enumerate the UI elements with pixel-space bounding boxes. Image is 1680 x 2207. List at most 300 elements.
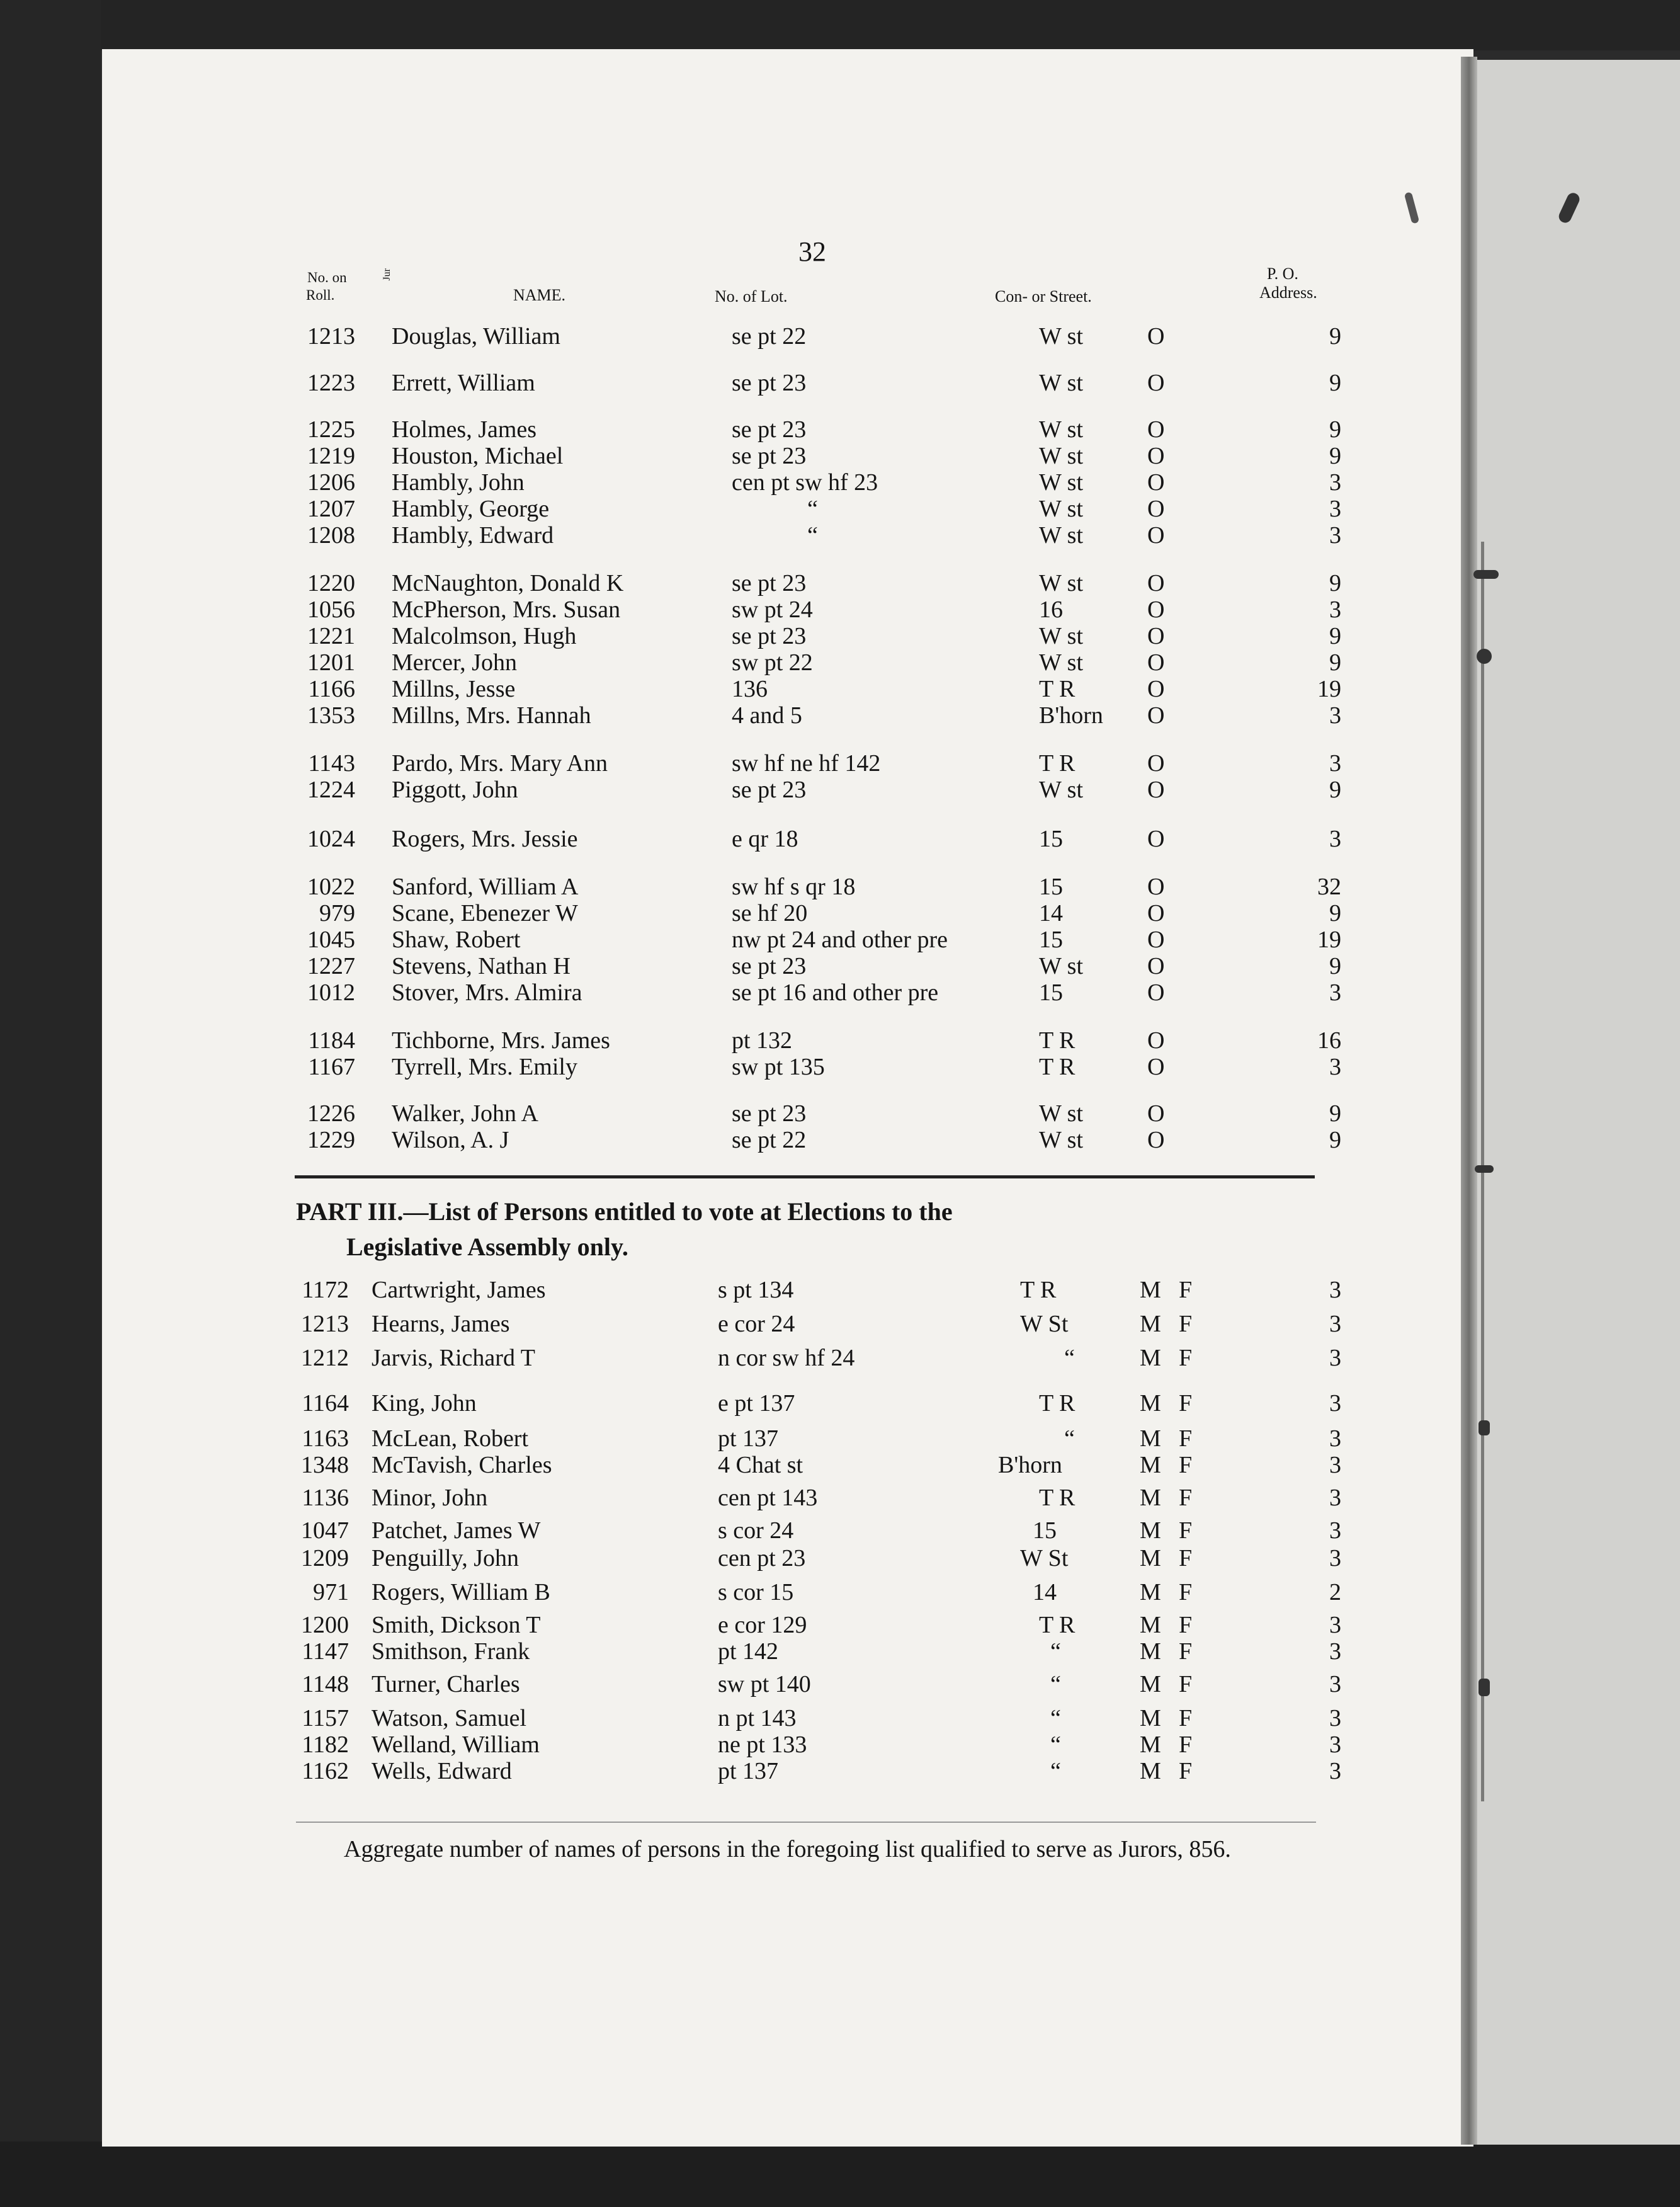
lot-number: sw pt 24: [732, 596, 813, 623]
voter-name: Sanford, William A: [392, 874, 579, 900]
po-address: 19: [1317, 676, 1341, 702]
po-address: 9: [1329, 649, 1341, 676]
street: W st: [1039, 496, 1084, 522]
qualification-m: M: [1140, 1390, 1161, 1417]
voter-name: Watson, Samuel: [372, 1705, 527, 1731]
voter-name: Patchet, James W: [372, 1517, 541, 1544]
voter-name: McPherson, Mrs. Susan: [392, 596, 621, 623]
po-address: 3: [1329, 1545, 1341, 1571]
voter-name: Tyrrell, Mrs. Emily: [392, 1054, 577, 1080]
po-address: 3: [1329, 1517, 1341, 1544]
street: W st: [1039, 416, 1084, 443]
street: B'horn: [998, 1452, 1062, 1478]
table-row: [0, 1310, 1680, 1338]
qualification-f: F: [1179, 1705, 1193, 1731]
po-address: 3: [1329, 1425, 1341, 1452]
roll-number: 1024: [307, 826, 355, 852]
roll-number: 1012: [307, 979, 355, 1006]
po-address: 9: [1329, 953, 1341, 979]
street: “: [1050, 1758, 1061, 1784]
po-address: 3: [1329, 496, 1341, 522]
po-address: 9: [1329, 323, 1341, 350]
street: W st: [1039, 649, 1084, 676]
roll-number: 1182: [302, 1731, 349, 1758]
roll-number: 971: [313, 1579, 349, 1605]
lot-number: cen pt 143: [718, 1485, 818, 1511]
roll-number: 1166: [308, 676, 355, 702]
voter-name: Smith, Dickson T: [372, 1612, 541, 1638]
voter-name: Holmes, James: [392, 416, 537, 443]
footer-rule: [296, 1822, 1316, 1823]
street: W st: [1039, 1100, 1084, 1127]
po-address: 3: [1329, 1345, 1341, 1371]
po-address: 3: [1329, 469, 1341, 496]
table-row: [0, 1638, 1680, 1665]
voter-name: King, John: [372, 1390, 477, 1417]
street: “: [1064, 1425, 1075, 1452]
table-row: [0, 899, 1680, 927]
table-row: [0, 1544, 1680, 1572]
voter-name: Piggott, John: [392, 777, 518, 803]
street: W st: [1039, 443, 1084, 469]
lot-number: “: [807, 496, 818, 522]
roll-number: 1056: [307, 596, 355, 623]
po-address: 3: [1329, 1054, 1341, 1080]
lot-number: sw pt 140: [718, 1671, 811, 1697]
po-address: 9: [1329, 370, 1341, 396]
lot-number: s cor 15: [718, 1579, 794, 1605]
roll-number: 1022: [307, 874, 355, 900]
qualification-f: F: [1179, 1452, 1193, 1478]
roll-number: 1136: [302, 1485, 349, 1511]
lot-number: se pt 23: [732, 443, 807, 469]
voter-name: Errett, William: [392, 370, 535, 396]
roll-number: 1045: [307, 927, 355, 953]
qualification-m: M: [1140, 1425, 1161, 1452]
lot-number: cen pt sw hf 23: [732, 469, 878, 496]
qualification: O: [1147, 953, 1165, 979]
part3-heading-line1: PART III.—List of Persons entitled to vote at Elections to the: [296, 1197, 953, 1226]
roll-number: 1172: [302, 1277, 349, 1303]
po-address: 3: [1329, 1452, 1341, 1478]
roll-number: 1219: [307, 443, 355, 469]
roll-number: 1206: [307, 469, 355, 496]
table-row: [0, 322, 1680, 350]
street: W st: [1039, 469, 1084, 496]
street: 15: [1039, 874, 1063, 900]
lot-number: se hf 20: [732, 900, 808, 927]
po-address: 3: [1329, 522, 1341, 549]
street: T R: [1039, 1390, 1076, 1417]
qualification-f: F: [1179, 1612, 1193, 1638]
header-roll-line1: No. on: [307, 270, 347, 285]
qualification-f: F: [1179, 1425, 1193, 1452]
street: W St: [1020, 1311, 1069, 1337]
street: W st: [1039, 777, 1084, 803]
street: W st: [1039, 570, 1084, 596]
qualification-f: F: [1179, 1638, 1193, 1665]
po-address: 9: [1329, 1100, 1341, 1127]
po-address: 3: [1329, 979, 1341, 1006]
voter-name: Rogers, Mrs. Jessie: [392, 826, 578, 852]
voter-name: Hambly, John: [392, 469, 525, 496]
voter-name: Pardo, Mrs. Mary Ann: [392, 750, 608, 777]
qualification: O: [1147, 874, 1165, 900]
voter-name: Wells, Edward: [372, 1758, 512, 1784]
table-row: [0, 1053, 1680, 1081]
po-address: 9: [1329, 900, 1341, 927]
voter-name: Turner, Charles: [372, 1671, 520, 1697]
po-address: 3: [1329, 1638, 1341, 1665]
qualification-f: F: [1179, 1311, 1193, 1337]
voter-name: McNaughton, Donald K: [392, 570, 624, 596]
voter-name: Scane, Ebenezer W: [392, 900, 578, 927]
qualification: O: [1147, 979, 1165, 1006]
lot-number: n cor sw hf 24: [718, 1345, 855, 1371]
roll-number: 1047: [301, 1517, 349, 1544]
lot-number: cen pt 23: [718, 1545, 806, 1571]
qualification: O: [1147, 496, 1165, 522]
street: “: [1050, 1705, 1061, 1731]
qualification: O: [1147, 676, 1165, 702]
roll-number: 1184: [308, 1027, 355, 1054]
lot-number: pt 142: [718, 1638, 779, 1665]
voter-name: Rogers, William B: [372, 1579, 550, 1605]
header-name: NAME.: [513, 286, 566, 304]
roll-number: 1163: [302, 1425, 349, 1452]
lot-number: e cor 24: [718, 1311, 795, 1337]
roll-number: 1200: [301, 1612, 349, 1638]
table-row: [0, 750, 1680, 777]
table-row: [0, 926, 1680, 954]
voter-name: Mercer, John: [392, 649, 517, 676]
qualification-f: F: [1179, 1517, 1193, 1544]
qualification-f: F: [1179, 1485, 1193, 1511]
street: “: [1050, 1671, 1061, 1697]
street: W st: [1039, 370, 1084, 396]
table-row: [0, 1389, 1680, 1417]
po-address: 3: [1329, 826, 1341, 852]
roll-number: 1157: [302, 1705, 349, 1731]
scan-border-bottom: [0, 2141, 1680, 2207]
qualification-m: M: [1140, 1671, 1161, 1697]
lot-number: pt 132: [732, 1027, 793, 1054]
voter-name: Stover, Mrs. Almira: [392, 979, 582, 1006]
lot-number: ne pt 133: [718, 1731, 807, 1758]
street: W st: [1039, 953, 1084, 979]
qualification: O: [1147, 777, 1165, 803]
lot-number: se pt 23: [732, 570, 807, 596]
po-address: 16: [1317, 1027, 1341, 1054]
qualification: O: [1147, 927, 1165, 953]
voter-name: Millns, Mrs. Hannah: [392, 702, 591, 729]
header-po-line2: Address.: [1259, 283, 1317, 302]
roll-number: 1143: [308, 750, 355, 777]
table-row: [0, 1100, 1680, 1127]
qualification-m: M: [1140, 1452, 1161, 1478]
qualification: O: [1147, 1100, 1165, 1127]
stitch-mark: [1475, 1165, 1494, 1173]
qualification-m: M: [1140, 1612, 1161, 1638]
street: T R: [1039, 1612, 1076, 1638]
document-page: [102, 49, 1473, 2147]
street: 14: [1033, 1579, 1057, 1605]
po-address: 9: [1329, 570, 1341, 596]
po-address: 3: [1329, 1277, 1341, 1303]
lot-number: se pt 22: [732, 323, 807, 350]
table-row: [0, 776, 1680, 804]
roll-number: 1213: [307, 323, 355, 350]
street: 15: [1039, 979, 1063, 1006]
roll-number: 979: [319, 900, 355, 927]
qualification: O: [1147, 323, 1165, 350]
lot-number: se pt 23: [732, 370, 807, 396]
lot-number: e cor 129: [718, 1612, 807, 1638]
qualification-f: F: [1179, 1579, 1193, 1605]
qualification: O: [1147, 416, 1165, 443]
qualification: O: [1147, 702, 1165, 729]
header-street: Con- or Street.: [995, 287, 1092, 305]
voter-name: Minor, John: [372, 1485, 488, 1511]
table-row: [0, 675, 1680, 703]
voter-name: Tichborne, Mrs. James: [392, 1027, 610, 1054]
qualification-f: F: [1179, 1277, 1193, 1303]
table-row: [0, 952, 1680, 980]
roll-number: 1209: [301, 1545, 349, 1571]
lot-number: sw pt 135: [732, 1054, 825, 1080]
qualification: O: [1147, 649, 1165, 676]
part3-heading-line2: Legislative Assembly only.: [346, 1233, 628, 1261]
voter-name: Shaw, Robert: [392, 927, 521, 953]
roll-number: 1220: [307, 570, 355, 596]
qualification-f: F: [1179, 1545, 1193, 1571]
qualification: O: [1147, 750, 1165, 777]
street: T R: [1039, 676, 1076, 702]
table-row: [0, 825, 1680, 853]
table-row: [0, 873, 1680, 901]
header-jur: Jur: [382, 268, 392, 281]
lot-number: sw hf s qr 18: [732, 874, 856, 900]
po-address: 9: [1329, 623, 1341, 649]
po-address: 9: [1329, 1127, 1341, 1153]
table-row: [0, 469, 1680, 496]
qualification: O: [1147, 469, 1165, 496]
scan-border-top: [0, 0, 1680, 50]
lot-number: se pt 23: [732, 623, 807, 649]
lot-number: n pt 143: [718, 1705, 797, 1731]
qualification-m: M: [1140, 1758, 1161, 1784]
table-row: [0, 522, 1680, 549]
qualification: O: [1147, 570, 1165, 596]
street: T R: [1039, 1485, 1076, 1511]
roll-number: 1213: [301, 1311, 349, 1337]
qualification: O: [1147, 596, 1165, 623]
street: W st: [1039, 522, 1084, 549]
po-address: 3: [1329, 596, 1341, 623]
street: T R: [1039, 750, 1076, 777]
table-row: [0, 1517, 1680, 1544]
qualification-f: F: [1179, 1345, 1193, 1371]
qualification: O: [1147, 522, 1165, 549]
lot-number: s pt 134: [718, 1277, 794, 1303]
roll-number: 1221: [307, 623, 355, 649]
lot-number: e qr 18: [732, 826, 798, 852]
street: W st: [1039, 1127, 1084, 1153]
voter-name: Walker, John A: [392, 1100, 538, 1127]
voter-name: Welland, William: [372, 1731, 540, 1758]
po-address: 3: [1329, 1731, 1341, 1758]
qualification: O: [1147, 370, 1165, 396]
lot-number: sw pt 22: [732, 649, 813, 676]
lot-number: se pt 23: [732, 953, 807, 979]
voter-name: Hambly, George: [392, 496, 550, 522]
street: 15: [1033, 1517, 1057, 1544]
lot-number: 4 and 5: [732, 702, 802, 729]
street: 16: [1039, 596, 1063, 623]
street: B'horn: [1039, 702, 1103, 729]
table-row: [0, 1027, 1680, 1054]
qualification-m: M: [1140, 1638, 1161, 1665]
street: 15: [1039, 927, 1063, 953]
street: T R: [1039, 1054, 1076, 1080]
roll-number: 1226: [307, 1100, 355, 1127]
street: T R: [1039, 1027, 1076, 1054]
table-row: [0, 1425, 1680, 1452]
voter-name: Smithson, Frank: [372, 1638, 530, 1665]
street: “: [1050, 1638, 1061, 1665]
roll-number: 1223: [307, 370, 355, 396]
roll-number: 1227: [307, 953, 355, 979]
qualification-m: M: [1140, 1485, 1161, 1511]
header-lot: No. of Lot.: [715, 287, 788, 305]
table-row: [0, 1670, 1680, 1698]
voter-name: Malcolmson, Hugh: [392, 623, 577, 649]
voter-name: McLean, Robert: [372, 1425, 529, 1452]
header-po-line1: P. O.: [1267, 265, 1298, 283]
street: W st: [1039, 323, 1084, 350]
lot-number: 136: [732, 676, 768, 702]
street: W st: [1039, 623, 1084, 649]
table-row: [0, 1611, 1680, 1639]
table-row: [0, 1757, 1680, 1785]
qualification: O: [1147, 900, 1165, 927]
qualification-m: M: [1140, 1277, 1161, 1303]
roll-number: 1225: [307, 416, 355, 443]
po-address: 3: [1329, 1758, 1341, 1784]
table-row: [0, 495, 1680, 523]
qualification-m: M: [1140, 1517, 1161, 1544]
table-row: [0, 702, 1680, 729]
po-address: 3: [1329, 1612, 1341, 1638]
table-row: [0, 979, 1680, 1007]
voter-name: Hambly, Edward: [392, 522, 554, 549]
voter-name: Stevens, Nathan H: [392, 953, 570, 979]
table-row: [0, 1484, 1680, 1512]
table-row: [0, 1344, 1680, 1372]
table-row: [0, 369, 1680, 397]
table-row: [0, 442, 1680, 470]
lot-number: se pt 23: [732, 1100, 807, 1127]
table-row: [0, 596, 1680, 624]
roll-number: 1224: [307, 777, 355, 803]
voter-name: Douglas, William: [392, 323, 560, 350]
table-row: [0, 416, 1680, 443]
voter-name: Jarvis, Richard T: [372, 1345, 535, 1371]
roll-number: 1164: [302, 1390, 349, 1417]
voter-name: Millns, Jesse: [392, 676, 516, 702]
roll-number: 1212: [301, 1345, 349, 1371]
street: T R: [1020, 1277, 1057, 1303]
table-row: [0, 1276, 1680, 1304]
po-address: 3: [1329, 1311, 1341, 1337]
po-address: 3: [1329, 1390, 1341, 1417]
section-rule: [295, 1175, 1315, 1178]
roll-number: 1208: [307, 522, 355, 549]
po-address: 9: [1329, 416, 1341, 443]
roll-number: 1148: [302, 1671, 349, 1697]
lot-number: se pt 22: [732, 1127, 807, 1153]
po-address: 3: [1329, 1705, 1341, 1731]
street: W St: [1020, 1545, 1069, 1571]
table-row: [0, 1704, 1680, 1732]
street: “: [1050, 1731, 1061, 1758]
aggregate-note: [287, 1833, 1332, 1866]
street: “: [1064, 1345, 1075, 1371]
voter-name: McTavish, Charles: [372, 1452, 552, 1478]
qualification: O: [1147, 443, 1165, 469]
lot-number: sw hf ne hf 142: [732, 750, 881, 777]
qualification-m: M: [1140, 1345, 1161, 1371]
lot-number: se pt 16 and other pre: [732, 979, 939, 1006]
po-address: 3: [1329, 750, 1341, 777]
qualification-f: F: [1179, 1671, 1193, 1697]
street: 15: [1039, 826, 1063, 852]
po-address: 9: [1329, 443, 1341, 469]
po-address: 9: [1329, 777, 1341, 803]
table-row: [0, 1578, 1680, 1606]
voter-name: Wilson, A. J: [392, 1127, 509, 1153]
qualification: O: [1147, 826, 1165, 852]
roll-number: 1207: [307, 496, 355, 522]
po-address: 3: [1329, 702, 1341, 729]
qualification: O: [1147, 623, 1165, 649]
qualification: O: [1147, 1054, 1165, 1080]
lot-number: se pt 23: [732, 416, 807, 443]
qualification-f: F: [1179, 1758, 1193, 1784]
lot-number: 4 Chat st: [718, 1452, 803, 1478]
po-address: 19: [1317, 927, 1341, 953]
page-number: 32: [798, 236, 826, 267]
roll-number: 1348: [301, 1452, 349, 1478]
lot-number: se pt 23: [732, 777, 807, 803]
table-row: [0, 1126, 1680, 1154]
lot-number: “: [807, 522, 818, 549]
qualification-m: M: [1140, 1545, 1161, 1571]
qualification-m: M: [1140, 1579, 1161, 1605]
qualification-m: M: [1140, 1311, 1161, 1337]
roll-number: 1229: [307, 1127, 355, 1153]
qualification-f: F: [1179, 1731, 1193, 1758]
table-row: [0, 649, 1680, 676]
voter-name: Cartwright, James: [372, 1277, 546, 1303]
qualification-f: F: [1179, 1390, 1193, 1417]
lot-number: pt 137: [718, 1425, 779, 1452]
qualification-m: M: [1140, 1731, 1161, 1758]
table-row: [0, 1731, 1680, 1759]
table-row: [0, 1451, 1680, 1479]
roll-number: 1167: [308, 1054, 355, 1080]
voter-name: Houston, Michael: [392, 443, 564, 469]
